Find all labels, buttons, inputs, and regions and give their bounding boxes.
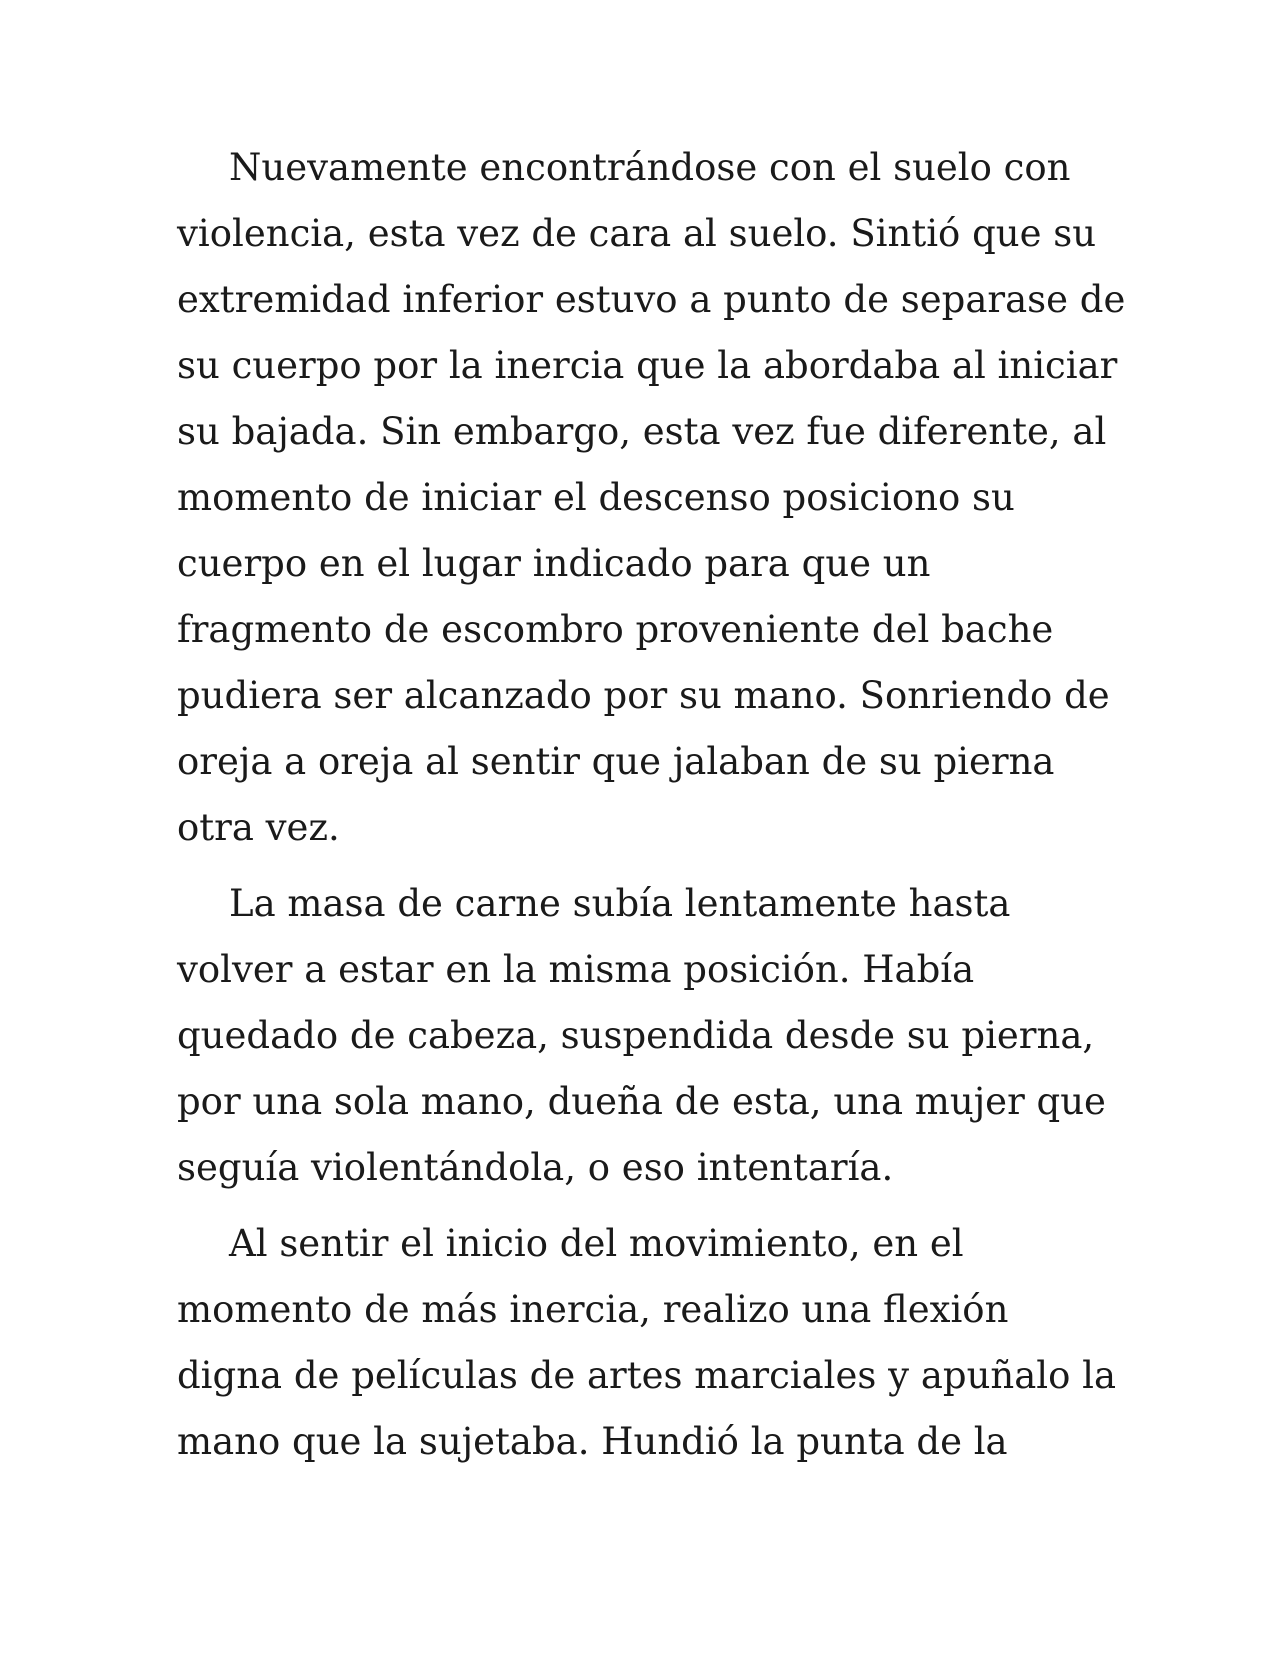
text-line: volver a estar en la misma posición. Había xyxy=(177,948,975,991)
text-line: momento de más inercia, realizo una flexión xyxy=(177,1288,1009,1331)
body-text xyxy=(177,135,1126,1485)
text-line: digna de películas de artes marciales y apuñalo la xyxy=(177,1354,1117,1397)
text-line: Al sentir el inicio del movimiento, en el xyxy=(229,1222,964,1265)
text-line: mano que la sujetaba. Hundió la punta de la xyxy=(177,1420,1008,1463)
text-line: oreja a oreja al sentir que jalaban de su pierna xyxy=(177,740,1055,783)
text-line: momento de iniciar el descenso posiciono su xyxy=(177,476,1015,519)
paragraph-3 xyxy=(177,1211,1117,1475)
text-line: La masa de carne subía lentamente hasta xyxy=(229,882,1011,925)
text-line: pudiera ser alcanzado por su mano. Sonriendo de xyxy=(177,674,1110,717)
text-line: otra vez. xyxy=(177,806,340,849)
text-line: su cuerpo por la inercia que la abordaba al iniciar xyxy=(177,344,1118,387)
text-line: extremidad inferior estuvo a punto de separase de xyxy=(177,278,1126,321)
text-line: por una sola mano, dueña de esta, una mujer que xyxy=(177,1080,1106,1123)
paragraph-1 xyxy=(177,135,1126,861)
text-line: Nuevamente encontrándose con el suelo con xyxy=(229,146,1071,189)
text-line: violencia, esta vez de cara al suelo. Sintió que su xyxy=(177,212,1097,255)
text-line: cuerpo en el lugar indicado para que un xyxy=(177,542,931,585)
text-line: seguía violentándola, o eso intentaría. xyxy=(177,1146,894,1189)
text-line: quedado de cabeza, suspendida desde su pierna, xyxy=(177,1014,1095,1057)
text-line: su bajada. Sin embargo, esta vez fue diferente, al xyxy=(177,410,1107,453)
text-line: fragmento de escombro proveniente del bache xyxy=(177,608,1054,651)
paragraph-2 xyxy=(177,871,1117,1201)
